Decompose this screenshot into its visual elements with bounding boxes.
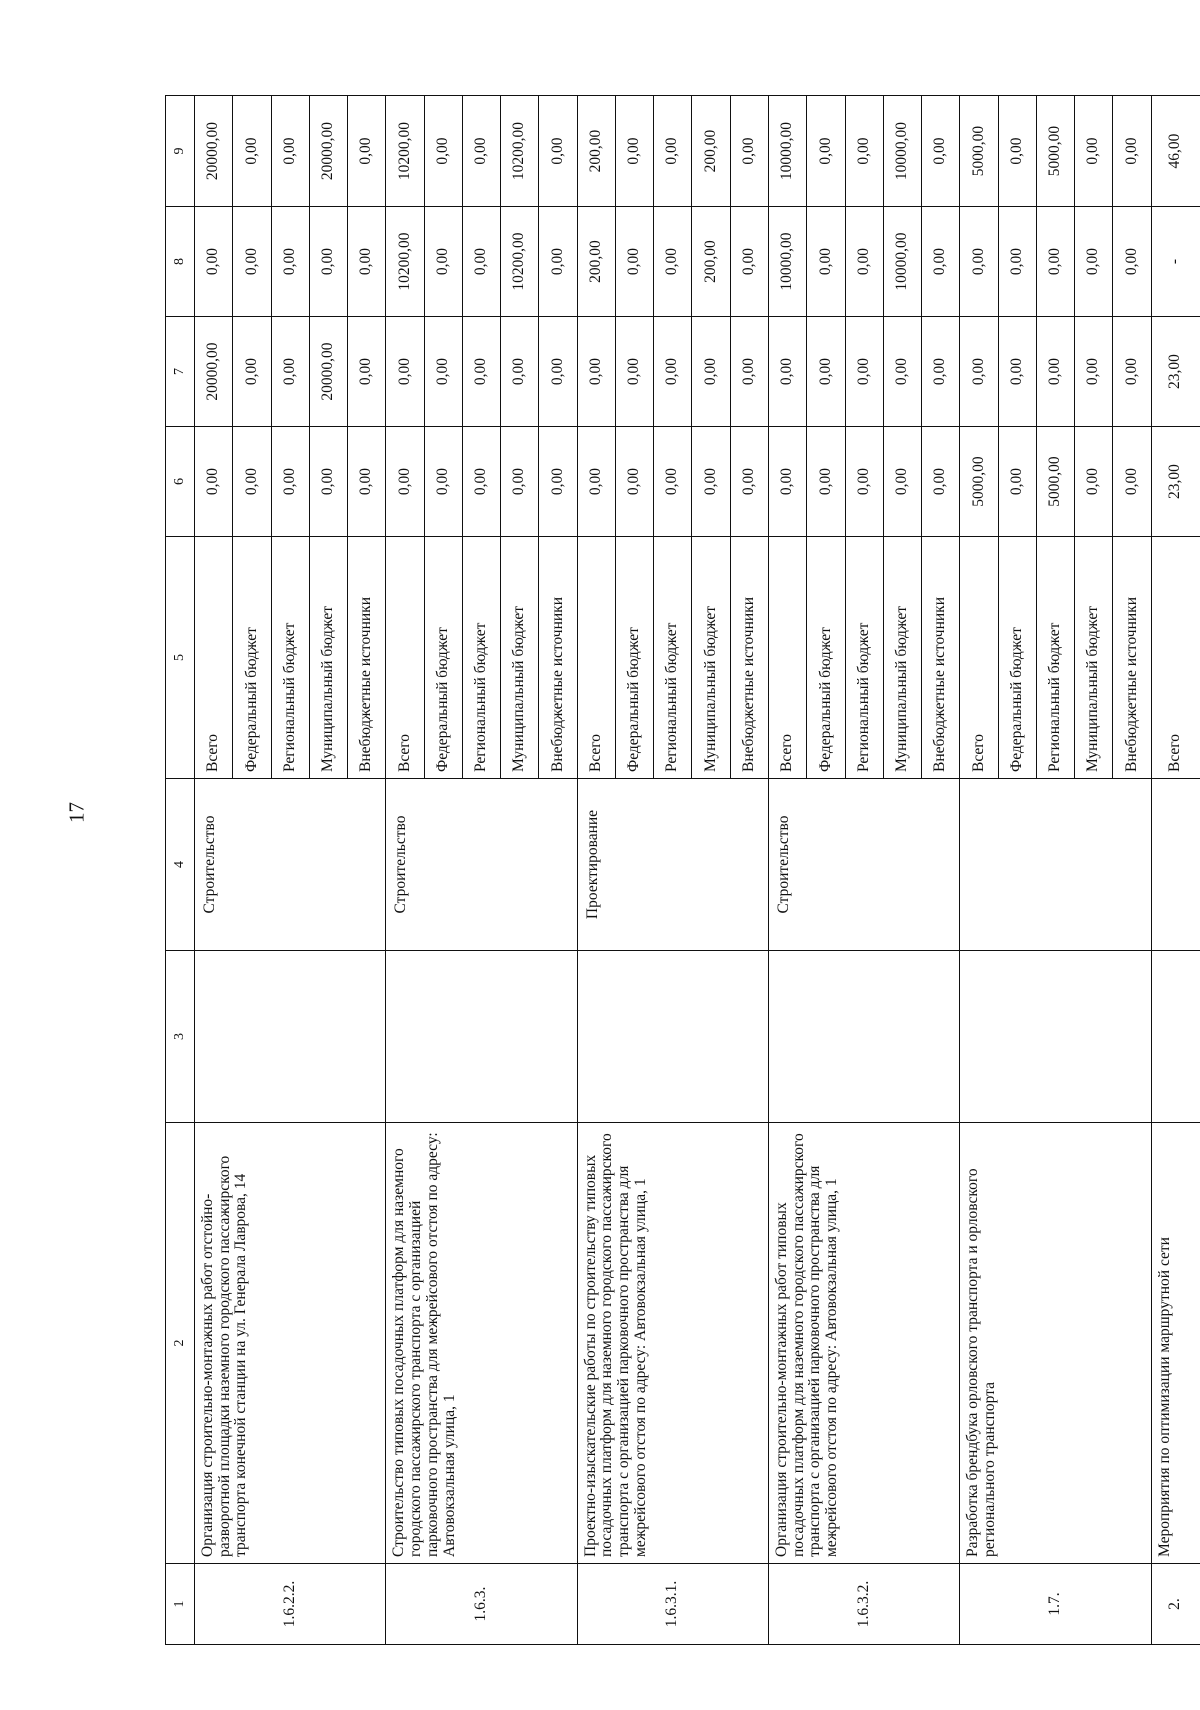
amount-v7: 0,00: [424, 317, 462, 427]
amount-v6: 23,00: [1151, 427, 1200, 537]
amount-v7: 0,00: [1113, 317, 1151, 427]
funding-source: Муниципальный бюджет: [309, 537, 347, 779]
funding-source: Федеральный бюджет: [807, 537, 845, 779]
amount-v8: 0,00: [309, 207, 347, 317]
amount-v8: 0,00: [233, 207, 271, 317]
funding-source: Региональный бюджет: [845, 537, 883, 779]
amount-v6: 0,00: [654, 427, 692, 537]
amount-v7: 0,00: [807, 317, 845, 427]
amount-v8: 10200,00: [386, 207, 424, 317]
amount-v6: 0,00: [462, 427, 500, 537]
amount-v8: 10000,00: [883, 207, 921, 317]
amount-v6: 0,00: [501, 427, 539, 537]
amount-v9: 200,00: [692, 96, 730, 207]
amount-v7: 0,00: [922, 317, 960, 427]
amount-v6: 5000,00: [960, 427, 998, 537]
amount-v9: 10200,00: [501, 96, 539, 207]
column-3-cell: [768, 951, 959, 1123]
funding-source: Всего: [386, 537, 424, 779]
page-number: 17: [64, 802, 89, 823]
amount-v8: 0,00: [998, 207, 1036, 317]
amount-v8: 0,00: [1036, 207, 1074, 317]
amount-v8: 0,00: [462, 207, 500, 317]
amount-v6: 0,00: [348, 427, 386, 537]
amount-v7: 0,00: [692, 317, 730, 427]
funding-source: Федеральный бюджет: [424, 537, 462, 779]
item-name: Строительство типовых посадочных платформ для наземного городского пассажирского транспорта с организацией парковочного пространства для межрейсового отстоя по адресу: Автовокзальная улица, 1: [386, 1123, 577, 1564]
amount-v9: 5000,00: [1036, 96, 1074, 207]
funding-source: Федеральный бюджет: [998, 537, 1036, 779]
item-name: Организация строительно-монтажных работ отстойно-разворотной площадки наземного городского пассажирского транспорта конечной станции на ул. Генерала Лаврова, 14: [195, 1123, 386, 1564]
amount-v9: 20000,00: [309, 96, 347, 207]
table-row: [768, 96, 806, 1645]
item-code: 1.6.3.: [386, 1564, 577, 1645]
header-cell: 6: [166, 427, 195, 537]
amount-v9: 0,00: [1113, 96, 1151, 207]
amount-v9: 10000,00: [768, 96, 806, 207]
amount-v7: 0,00: [233, 317, 271, 427]
header-cell: 1: [166, 1564, 195, 1645]
header-cell: 9: [166, 96, 195, 207]
amount-v6: 0,00: [883, 427, 921, 537]
funding-source: Региональный бюджет: [654, 537, 692, 779]
amount-v6: 0,00: [424, 427, 462, 537]
amount-v6: 0,00: [309, 427, 347, 537]
amount-v9: 0,00: [998, 96, 1036, 207]
funding-source: Муниципальный бюджет: [883, 537, 921, 779]
funding-source: Внебюджетные источники: [348, 537, 386, 779]
header-cell: 4: [166, 779, 195, 951]
amount-v6: 0,00: [730, 427, 768, 537]
amount-v9: 0,00: [1075, 96, 1113, 207]
funding-source: Муниципальный бюджет: [1075, 537, 1113, 779]
amount-v8: 0,00: [730, 207, 768, 317]
amount-v8: 0,00: [1075, 207, 1113, 317]
amount-v6: 0,00: [233, 427, 271, 537]
funding-source: Всего: [768, 537, 806, 779]
amount-v6: 0,00: [195, 427, 233, 537]
amount-v6: 0,00: [271, 427, 309, 537]
item-code: 1.6.3.1.: [577, 1564, 768, 1645]
amount-v9: 10000,00: [883, 96, 921, 207]
amount-v6: 0,00: [845, 427, 883, 537]
amount-v9: 46,00: [1151, 96, 1200, 207]
amount-v7: 20000,00: [195, 317, 233, 427]
amount-v8: 10200,00: [501, 207, 539, 317]
work-type: [1151, 779, 1200, 951]
column-3-cell: [195, 951, 386, 1123]
header-cell: 8: [166, 207, 195, 317]
amount-v8: -: [1151, 207, 1200, 317]
item-name: Разработка брендбука орловского транспорта и орловского регионального транспорта: [960, 1123, 1151, 1564]
column-3-cell: [386, 951, 577, 1123]
funding-source: Всего: [195, 537, 233, 779]
table-row: [386, 96, 424, 1645]
amount-v6: 0,00: [615, 427, 653, 537]
item-code: 2.: [1151, 1564, 1200, 1645]
amount-v9: 0,00: [730, 96, 768, 207]
amount-v8: 0,00: [654, 207, 692, 317]
header-cell: 2: [166, 1123, 195, 1564]
funding-source: Всего: [1151, 537, 1200, 779]
table-body: [195, 96, 1200, 1645]
amount-v6: 0,00: [386, 427, 424, 537]
funding-source: Региональный бюджет: [462, 537, 500, 779]
amount-v8: 0,00: [424, 207, 462, 317]
item-code: 1.6.3.2.: [768, 1564, 959, 1645]
amount-v7: 0,00: [960, 317, 998, 427]
amount-v9: 200,00: [577, 96, 615, 207]
amount-v8: 0,00: [271, 207, 309, 317]
amount-v8: 0,00: [960, 207, 998, 317]
amount-v9: 0,00: [271, 96, 309, 207]
amount-v7: 0,00: [615, 317, 653, 427]
amount-v6: 0,00: [768, 427, 806, 537]
item-name: Организация строительно-монтажных работ типовых посадочных платформ для наземного городского пассажирского транспорта с организацией парковочного пространства для межрейсового отстоя по адресу: Автовокзальная улица, 1: [768, 1123, 959, 1564]
amount-v7: 0,00: [271, 317, 309, 427]
work-type: Проектирование: [577, 779, 768, 951]
table-row: [195, 96, 233, 1645]
funding-source: Внебюджетные источники: [922, 537, 960, 779]
amount-v9: 5000,00: [960, 96, 998, 207]
column-3-cell: [960, 951, 1151, 1123]
amount-v6: 0,00: [539, 427, 577, 537]
amount-v7: 0,00: [501, 317, 539, 427]
amount-v8: 0,00: [539, 207, 577, 317]
amount-v7: 0,00: [577, 317, 615, 427]
amount-v9: 0,00: [233, 96, 271, 207]
amount-v9: 0,00: [922, 96, 960, 207]
amount-v7: 0,00: [998, 317, 1036, 427]
amount-v9: 10200,00: [386, 96, 424, 207]
amount-v7: 0,00: [845, 317, 883, 427]
funding-source: Муниципальный бюджет: [692, 537, 730, 779]
item-code: 1.6.2.2.: [195, 1564, 386, 1645]
item-name: Мероприятия по оптимизации маршрутной сети: [1151, 1123, 1200, 1564]
amount-v7: 0,00: [1036, 317, 1074, 427]
amount-v8: 0,00: [807, 207, 845, 317]
amount-v9: 0,00: [845, 96, 883, 207]
funding-source: Внебюджетные источники: [539, 537, 577, 779]
amount-v8: 200,00: [692, 207, 730, 317]
amount-v9: 0,00: [615, 96, 653, 207]
funding-source: Внебюджетные источники: [1113, 537, 1151, 779]
column-3-cell: [577, 951, 768, 1123]
funding-source: Внебюджетные источники: [730, 537, 768, 779]
amount-v7: 0,00: [539, 317, 577, 427]
amount-v7: 0,00: [348, 317, 386, 427]
amount-v8: 0,00: [348, 207, 386, 317]
table-row: [960, 96, 998, 1645]
funding-source: Региональный бюджет: [1036, 537, 1074, 779]
work-type: [960, 779, 1151, 951]
header-cell: 3: [166, 951, 195, 1123]
amount-v7: 23,00: [1151, 317, 1200, 427]
funding-source: Всего: [577, 537, 615, 779]
amount-v8: 0,00: [845, 207, 883, 317]
amount-v9: 20000,00: [195, 96, 233, 207]
item-code: 1.7.: [960, 1564, 1151, 1645]
rotated-table-container: [165, 96, 1200, 1645]
funding-source: Всего: [960, 537, 998, 779]
amount-v6: 0,00: [1113, 427, 1151, 537]
amount-v8: 10000,00: [768, 207, 806, 317]
work-type: Строительство: [768, 779, 959, 951]
amount-v6: 0,00: [922, 427, 960, 537]
amount-v9: 0,00: [348, 96, 386, 207]
amount-v7: 0,00: [462, 317, 500, 427]
funding-source: Федеральный бюджет: [615, 537, 653, 779]
amount-v6: 0,00: [577, 427, 615, 537]
amount-v6: 0,00: [1075, 427, 1113, 537]
amount-v8: 0,00: [615, 207, 653, 317]
header-row: [166, 96, 195, 1645]
amount-v6: 0,00: [807, 427, 845, 537]
amount-v8: 0,00: [1113, 207, 1151, 317]
amount-v7: 0,00: [386, 317, 424, 427]
work-type: Строительство: [386, 779, 577, 951]
amount-v7: 0,00: [730, 317, 768, 427]
work-type: Строительство: [195, 779, 386, 951]
item-name: Проектно-изыскательские работы по строительству типовых посадочных платформ для наземного городского пассажирского транспорта с организацией парковочного пространства для межрейсового отстоя по адресу: Автовокзальная улица, 1: [577, 1123, 768, 1564]
amount-v7: 0,00: [883, 317, 921, 427]
budget-table: [165, 95, 1200, 1645]
amount-v8: 0,00: [922, 207, 960, 317]
amount-v7: 0,00: [1075, 317, 1113, 427]
amount-v9: 0,00: [424, 96, 462, 207]
table-row: [1151, 96, 1200, 1645]
table-row: [577, 96, 615, 1645]
amount-v6: 5000,00: [1036, 427, 1074, 537]
header-cell: 5: [166, 537, 195, 779]
amount-v7: 0,00: [654, 317, 692, 427]
funding-source: Федеральный бюджет: [233, 537, 271, 779]
funding-source: Региональный бюджет: [271, 537, 309, 779]
column-3-cell: [1151, 951, 1200, 1123]
amount-v8: 200,00: [577, 207, 615, 317]
amount-v8: 0,00: [195, 207, 233, 317]
amount-v6: 0,00: [692, 427, 730, 537]
amount-v9: 0,00: [654, 96, 692, 207]
amount-v7: 0,00: [768, 317, 806, 427]
funding-source: Муниципальный бюджет: [501, 537, 539, 779]
amount-v9: 0,00: [807, 96, 845, 207]
amount-v9: 0,00: [462, 96, 500, 207]
amount-v7: 20000,00: [309, 317, 347, 427]
header-cell: 7: [166, 317, 195, 427]
amount-v9: 0,00: [539, 96, 577, 207]
amount-v6: 0,00: [998, 427, 1036, 537]
